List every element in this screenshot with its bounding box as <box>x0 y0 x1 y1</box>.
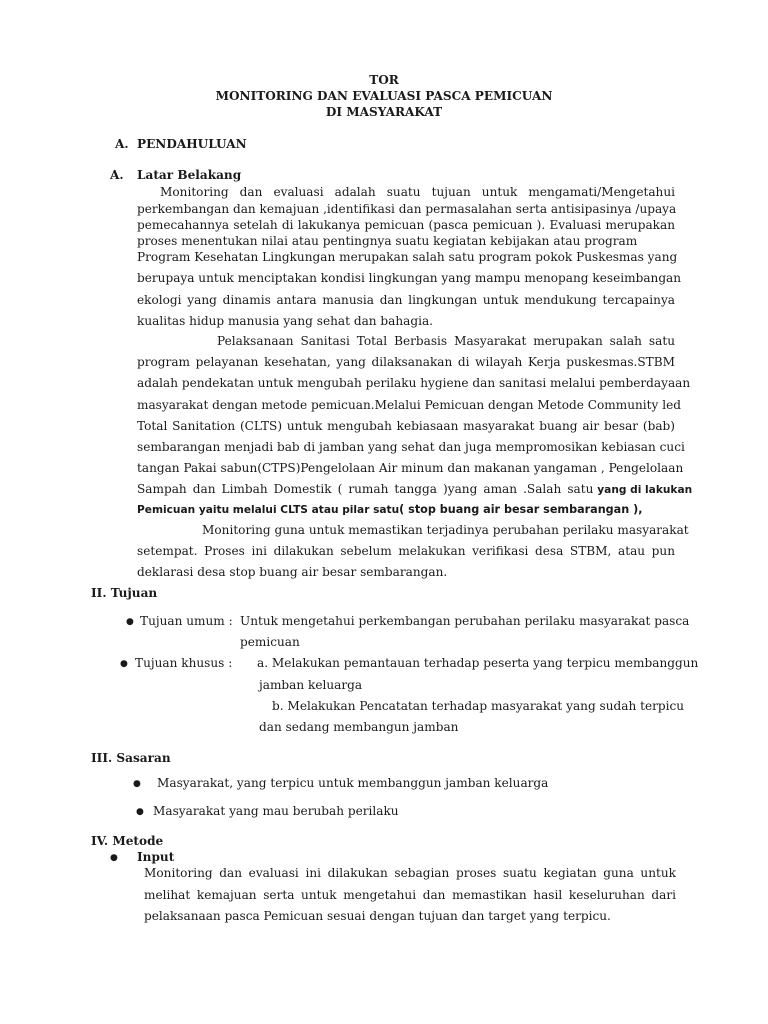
latar-p3-line-mixed <box>137 502 642 516</box>
latar-p3-line-mixed <box>137 482 693 496</box>
metode-line: pelaksanaan pasca Pemicuan sesuai dengan tujuan dan target yang terpicu. <box>144 909 611 923</box>
bullet-icon: ● <box>136 807 144 817</box>
metode-heading: IV. Metode <box>91 834 164 848</box>
metode-input-label: Input <box>137 850 175 864</box>
latar-p3-line: program pelayanan kesehatan, yang dilaksanakan di wilayah Kerja puskesmas.STBM <box>137 355 675 369</box>
tujuan-umum-text: pemicuan <box>240 635 300 649</box>
latar-p3-line: adalah pendekatan untuk mengubah perilaku hygiene dan sanitasi melalui pemberdayaan <box>137 376 691 390</box>
latar-p4-line: deklarasi desa stop buang air besar sembarangan. <box>137 565 448 579</box>
doc-title-sub: DI MASYARAKAT <box>325 105 443 119</box>
latar-p2-line: ekologi yang dinamis antara manusia dan lingkungan untuk mendukung tercapainya <box>137 293 675 307</box>
section-a-label: A. <box>115 137 129 151</box>
metode-line: Monitoring dan evaluasi ini dilakukan sebagian proses suatu kegiatan guna untuk <box>144 866 676 880</box>
latar-p1-line: proses menentukan nilai atau pentingnya suatu kegiatan kebijakan atau program <box>137 234 638 248</box>
latar-p3-text-sans: Pemicuan yaitu melalui CLTS atau pilar satu <box>137 504 400 516</box>
section-a-title: PENDAHULUAN <box>137 137 247 151</box>
sasaran-item: Masyarakat, yang terpicu untuk membanggun jamban keluarga <box>157 776 549 790</box>
tujuan-khusus-a: a. Melakukan pemantauan terhadap peserta yang terpicu membanggun <box>257 656 699 670</box>
latar-title: Latar Belakang <box>137 168 242 182</box>
tujuan-khusus-a: jamban keluarga <box>259 678 363 692</box>
latar-p1-line: Monitoring dan evaluasi adalah suatu tujuan untuk mengamati/Mengetahui <box>160 185 675 199</box>
doc-title-tor: TOR <box>369 73 399 87</box>
metode-line: melihat kemajuan serta untuk mengetahui dan memastikan hasil keseluruhan dari <box>144 888 676 902</box>
tujuan-khusus-label: Tujuan khusus : <box>135 656 233 670</box>
latar-p2-line: berupaya untuk menciptakan kondisi lingkungan yang mampu menopang keseimbangan <box>137 271 682 285</box>
tujuan-heading: II. Tujuan <box>91 586 158 600</box>
latar-p4-line: setempat. Proses ini dilakukan sebelum melakukan verifikasi desa STBM, atau pun <box>137 544 675 558</box>
latar-p1-line: pemecahannya setelah di lakukanya pemicuan (pasca pemicuan ). Evaluasi merupakan <box>137 218 675 232</box>
bullet-icon: ● <box>133 779 141 789</box>
latar-p3-line: tangan Pakai sabun(CTPS)Pengelolaan Air minum dan makanan yangaman , Pengelolaan <box>137 461 684 475</box>
bullet-icon: ● <box>110 853 118 863</box>
latar-label: A. <box>110 168 124 182</box>
bullet-icon: ● <box>126 617 134 627</box>
latar-p3-line: masyarakat dengan metode pemicuan.Melalui Pemicuan dengan Metode Community led <box>137 398 681 412</box>
latar-p3-line: Pelaksanaan Sanitasi Total Berbasis Masyarakat merupakan salah satu <box>217 334 675 348</box>
sasaran-heading: III. Sasaran <box>91 751 171 765</box>
latar-p3-text-bold: ( stop buang air besar sembarangan ), <box>399 503 643 516</box>
tujuan-khusus-b: dan sedang membangun jamban <box>259 720 459 734</box>
latar-p3-line: Total Sanitation (CLTS) untuk mengubah kebiasaan masyarakat buang air besar (bab) <box>137 419 675 433</box>
latar-p3-text: Sampah dan Limbah Domestik ( rumah tangga )yang aman .Salah satu <box>137 482 594 496</box>
latar-p2-line: Program Kesehatan Lingkungan merupakan salah satu program pokok Puskesmas yang <box>137 250 678 264</box>
latar-p3-line: sembarangan menjadi bab di jamban yang sehat dan juga mempromosikan kebiasan cuci <box>137 440 685 454</box>
tujuan-umum-text: Untuk mengetahui perkembangan perubahan perilaku masyarakat pasca <box>240 614 690 628</box>
tujuan-umum-label: Tujuan umum : <box>140 614 233 628</box>
bullet-icon: ● <box>120 659 128 669</box>
latar-p2-line: kualitas hidup manusia yang sehat dan bahagia. <box>137 314 434 328</box>
latar-p3-text-sans: yang di lakukan <box>597 484 693 496</box>
tujuan-khusus-b: b. Melakukan Pencatatan terhadap masyarakat yang sudah terpicu <box>272 699 685 713</box>
latar-p1-line: perkembangan dan kemajuan ,identifikasi dan permasalahan serta antisipasinya /upaya <box>137 202 677 216</box>
doc-title-main: MONITORING DAN EVALUASI PASCA PEMICUAN <box>215 89 553 103</box>
sasaran-item: Masyarakat yang mau berubah perilaku <box>153 804 399 818</box>
latar-p4-line: Monitoring guna untuk memastikan terjadinya perubahan perilaku masyarakat <box>202 523 689 537</box>
